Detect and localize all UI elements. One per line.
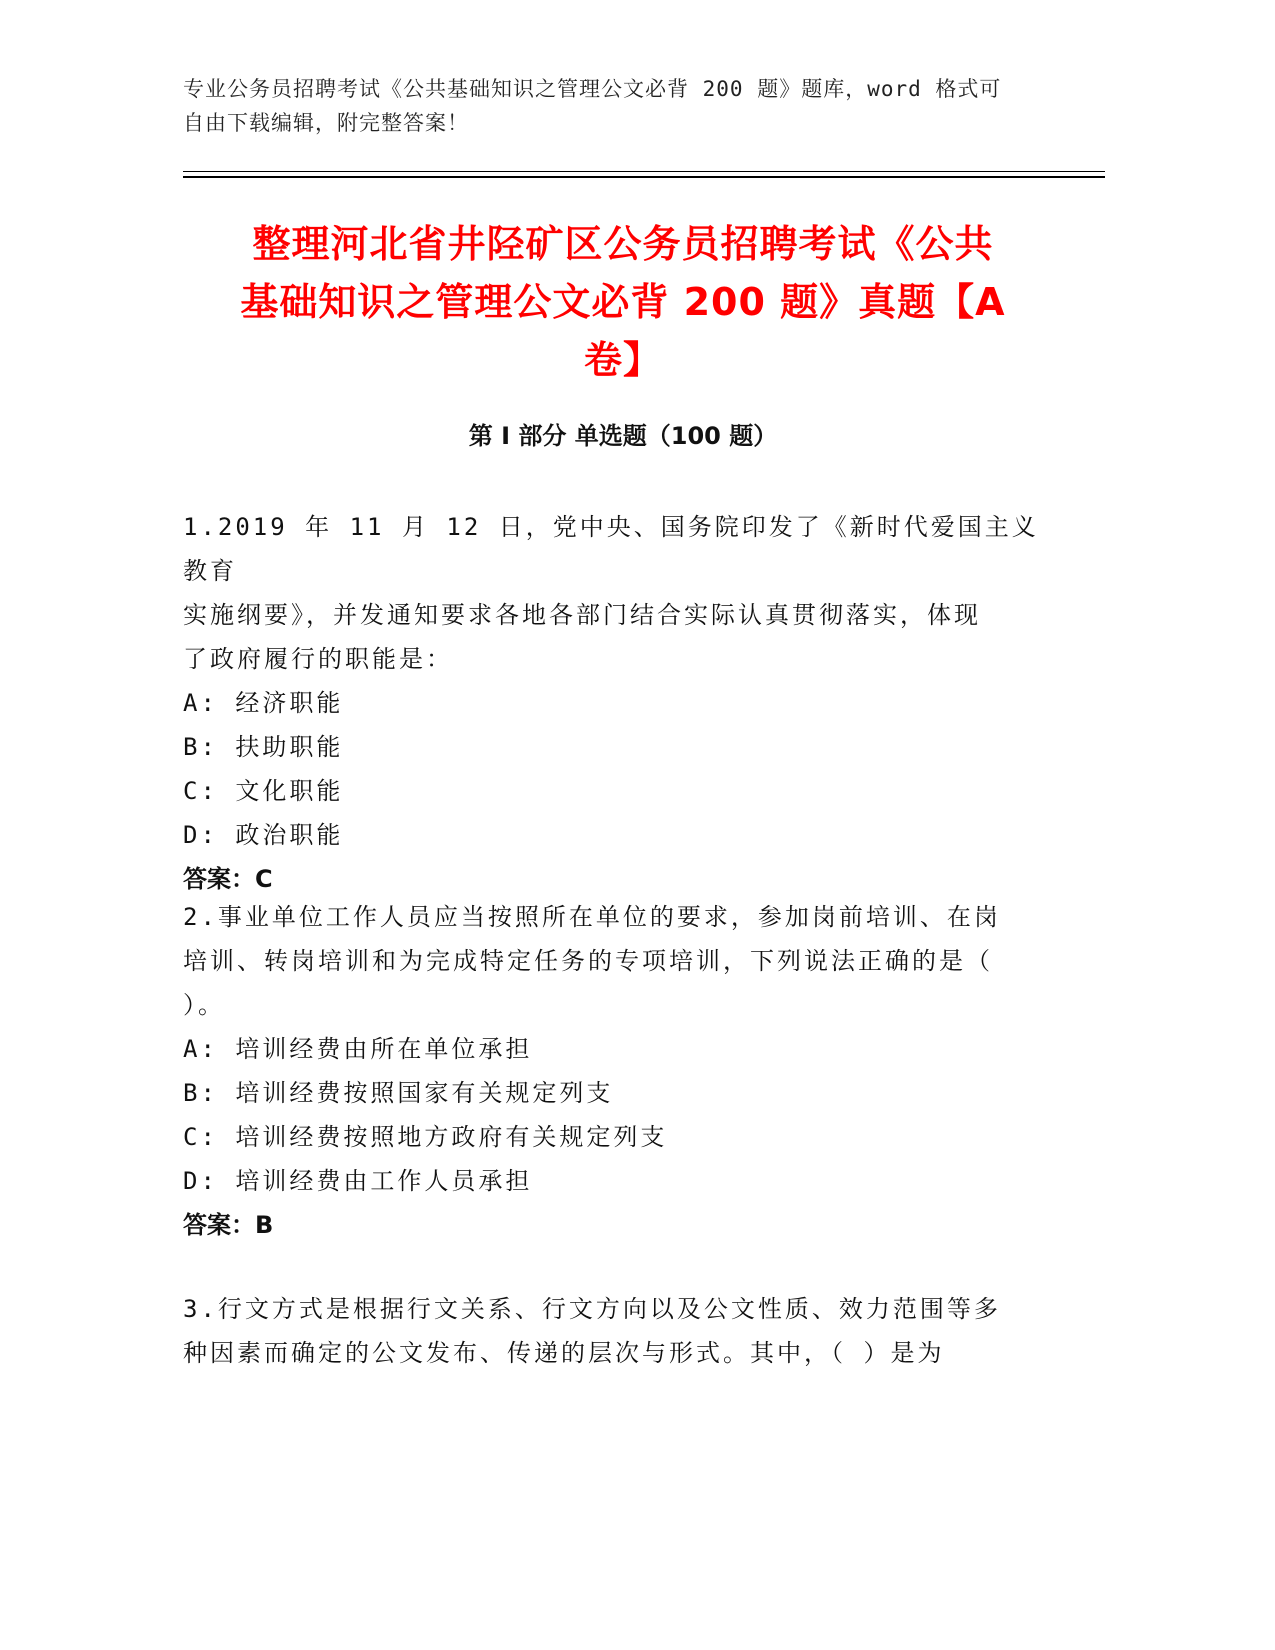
header-divider-thin <box>183 171 1105 172</box>
question-stem-line: 培训、转岗培训和为完成特定任务的专项培训，下列说法正确的是（ <box>183 947 993 975</box>
header-note <box>183 72 1063 140</box>
option-c: C: 文化职能 <box>183 777 344 805</box>
question-stem-line: 1.2019 年 11 月 12 日，党中央、国务院印发了《新时代爱国主义教育 <box>183 513 1039 585</box>
question-2 <box>183 895 1063 1247</box>
question-stem-line: 2.事业单位工作人员应当按照所在单位的要求，参加岗前培训、在岗 <box>183 903 1001 931</box>
question-stem-line: 实施纲要》，并发通知要求各地各部门结合实际认真贯彻落实，体现 <box>183 601 981 629</box>
question-1 <box>183 505 1063 901</box>
answer: 答案：C <box>183 865 273 893</box>
question-stem-line: ）。 <box>183 991 225 1019</box>
header-note-line: 自由下载编辑，附完整答案！ <box>183 111 469 135</box>
option-b: B: 扶助职能 <box>183 733 344 761</box>
question-stem-line: 种因素而确定的公文发布、传递的层次与形式。其中，（ ）是为 <box>183 1339 945 1367</box>
header-divider-thick <box>183 176 1105 178</box>
document-title <box>183 215 1063 389</box>
title-line: 整理河北省井陉矿区公务员招聘考试《公共 <box>252 222 994 266</box>
option-b: B: 培训经费按照国家有关规定列支 <box>183 1079 614 1107</box>
option-c: C: 培训经费按照地方政府有关规定列支 <box>183 1123 668 1151</box>
section-heading: 第 I 部分 单选题（100 题） <box>468 422 778 450</box>
title-line: 基础知识之管理公文必背 200 题》真题【A <box>240 280 1006 324</box>
title-line: 卷】 <box>583 338 662 382</box>
question-stem-line: 3.行文方式是根据行文关系、行文方向以及公文性质、效力范围等多 <box>183 1295 1001 1323</box>
header-note-line: 专业公务员招聘考试《公共基础知识之管理公文必背 200 题》题库，word 格式可 <box>183 77 1002 101</box>
answer: 答案：B <box>183 1211 274 1239</box>
option-d: D: 培训经费由工作人员承担 <box>183 1167 533 1195</box>
question-stem-line: 了政府履行的职能是： <box>183 645 453 673</box>
question-3 <box>183 1287 1063 1375</box>
option-a: A: 经济职能 <box>183 689 344 717</box>
option-a: A: 培训经费由所在单位承担 <box>183 1035 533 1063</box>
option-d: D: 政治职能 <box>183 821 344 849</box>
